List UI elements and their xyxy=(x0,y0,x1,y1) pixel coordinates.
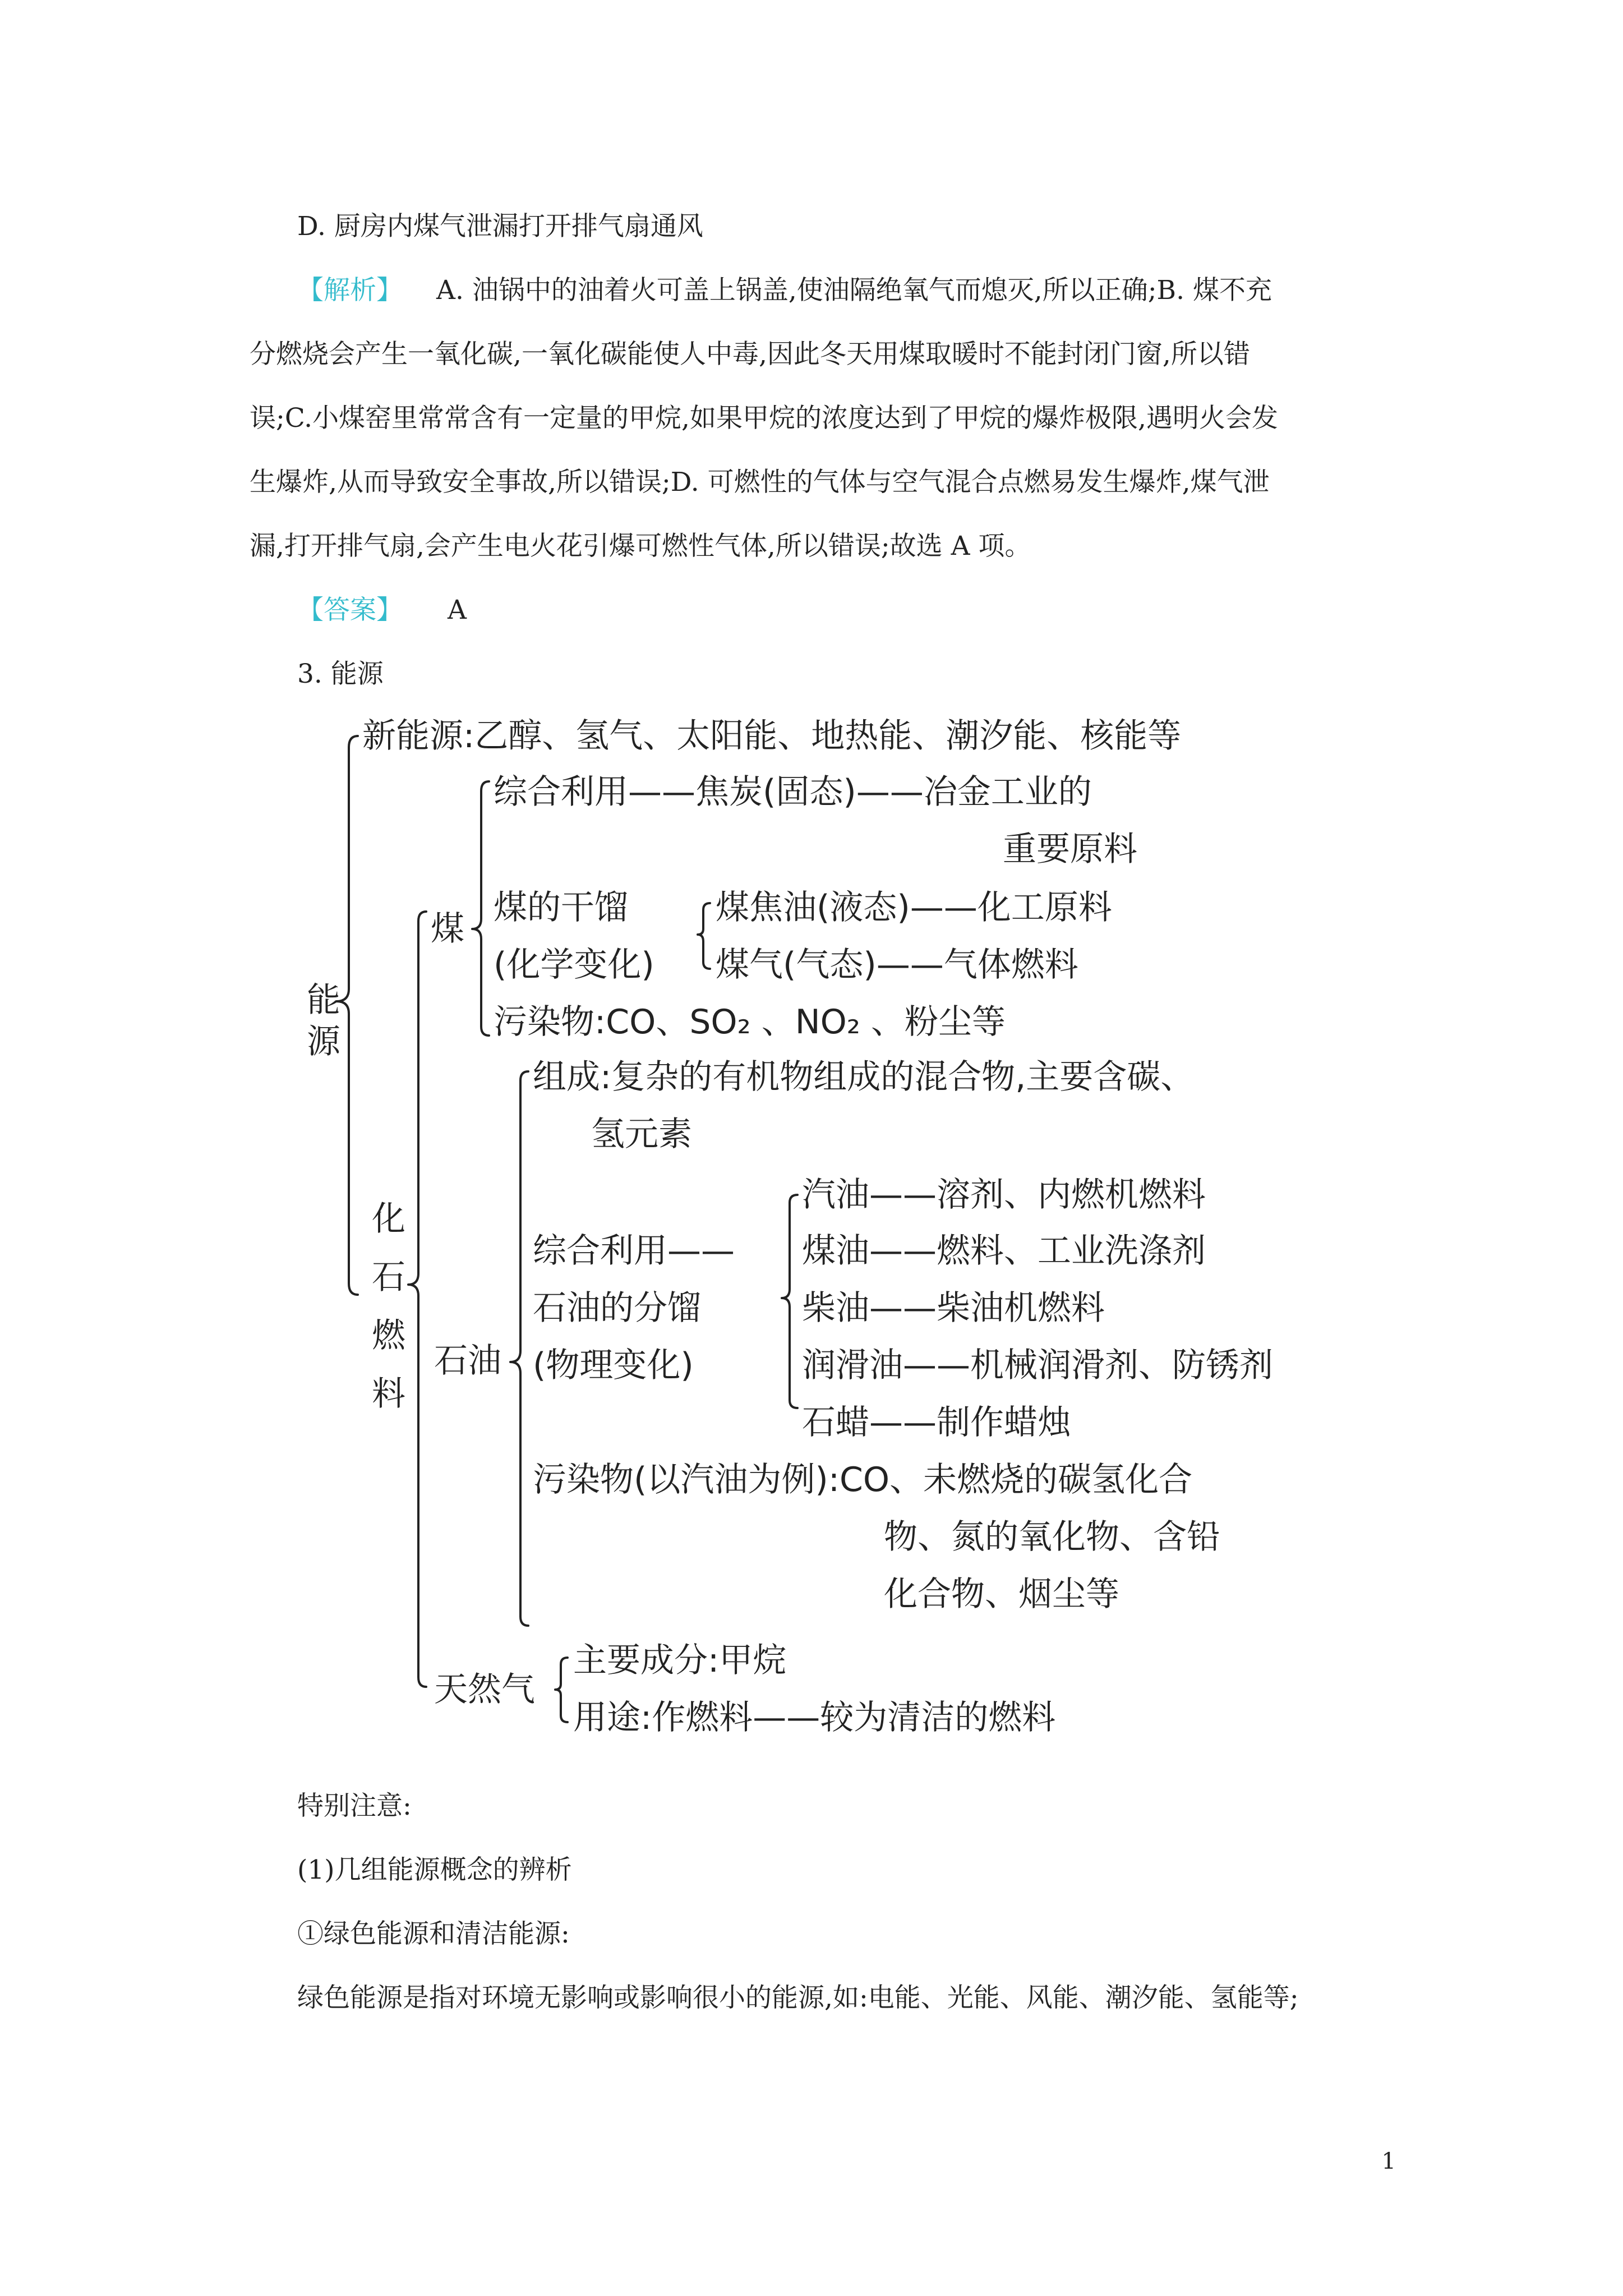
oil-composition-1: 组成:复杂的有机物组成的混合物,主要含碳、 xyxy=(533,1057,1195,1097)
coal-label: 煤 xyxy=(431,909,464,949)
coal-gas: 煤气(气态)——气体燃料 xyxy=(716,945,1078,984)
brace-coal xyxy=(472,781,489,1036)
coal-tar: 煤焦油(液态)——化工原料 xyxy=(716,888,1112,927)
oil-pollutants-2: 物、氮的氧化物、含铅 xyxy=(884,1517,1220,1557)
oil-product-lubricant: 润滑油——机械润滑剂、防锈剂 xyxy=(802,1346,1273,1385)
coal-pollutants: 污染物:CO、SO₂ 、NO₂ 、粉尘等 xyxy=(494,1002,1006,1042)
note-heading: 特别注意: xyxy=(297,1791,412,1821)
oil-pollutants-1: 污染物(以汽油为例):CO、未燃烧的碳氢化合 xyxy=(533,1460,1193,1499)
coal-distill-1: 煤的干馏 xyxy=(494,888,628,927)
natural-gas-main: 主要成分:甲烷 xyxy=(573,1641,787,1680)
analysis-tag: 【解析】 xyxy=(297,275,403,306)
oil-product-paraffin: 石蜡——制作蜡烛 xyxy=(802,1403,1071,1442)
answer-value: A xyxy=(448,595,467,625)
oil-use-1: 综合利用—— xyxy=(533,1231,735,1271)
coal-distill-2: (化学变化) xyxy=(494,945,654,984)
page-number: 1 xyxy=(1381,2148,1396,2174)
coal-use-1: 综合利用——焦炭(固态)——冶金工业的 xyxy=(494,772,1092,812)
analysis-line-4: 生爆炸,从而导致安全事故,所以错误;D. 可燃性的气体与空气混合点燃易发生爆炸,煤气泄 xyxy=(250,467,1270,498)
oil-use-2: 石油的分馏 xyxy=(533,1289,701,1328)
brace-coal-distill xyxy=(698,903,710,969)
natural-gas-use: 用途:作燃料——较为清洁的燃料 xyxy=(573,1698,1056,1737)
oil-product-gasoline: 汽油——溶剂、内燃机燃料 xyxy=(802,1175,1206,1214)
analysis-text-1: A. 油锅中的油着火可盖上锅盖,使油隔绝氧气而熄灭,所以正确;B. 煤不充 xyxy=(436,275,1272,306)
oil-label: 石油 xyxy=(434,1341,501,1381)
note-text: 绿色能源是指对环境无影响或影响很小的能源,如:电能、光能、风能、潮汐能、氢能等; xyxy=(297,1982,1299,2013)
analysis-line-1 xyxy=(297,275,1272,306)
answer-line xyxy=(297,597,467,623)
oil-composition-2: 氢元素 xyxy=(591,1115,692,1154)
new-energy: 新能源:乙醇、氢气、太阳能、地热能、潮汐能、核能等 xyxy=(362,716,1182,756)
energy-classification-tree xyxy=(297,712,1340,1778)
note-item-2: ①绿色能源和清洁能源: xyxy=(297,1918,570,1949)
analysis-line-2: 分燃烧会产生一氧化碳,一氧化碳能使人中毒,因此冬天用煤取暖时不能封闭门窗,所以错 xyxy=(250,339,1250,370)
brace-fossil xyxy=(408,912,426,1687)
natural-gas-label: 天然气 xyxy=(434,1670,535,1709)
oil-product-kerosene: 煤油——燃料、工业洗涤剂 xyxy=(802,1231,1206,1271)
brace-oil xyxy=(510,1071,528,1626)
coal-use-2: 重要原料 xyxy=(1003,830,1137,869)
note-item-1: (1)几组能源概念的辨析 xyxy=(297,1855,572,1885)
oil-product-diesel: 柴油——柴油机燃料 xyxy=(802,1289,1105,1328)
oil-pollutants-3: 化合物、烟尘等 xyxy=(884,1575,1119,1614)
analysis-line-5: 漏,打开排气扇,会产生电火花引爆可燃性气体,所以错误;故选 A 项。 xyxy=(250,531,1031,562)
option-d: D. 厨房内煤气泄漏打开排气扇通风 xyxy=(297,211,703,242)
oil-use-3: (物理变化) xyxy=(533,1346,694,1385)
fossil-fuel-label: 化石燃料 xyxy=(366,1200,405,1434)
brace-natural-gas xyxy=(555,1658,568,1722)
analysis-line-3: 误;C.小煤窑里常常含有一定量的甲烷,如果甲烷的浓度达到了甲烷的爆炸极限,遇明火会发 xyxy=(250,403,1278,434)
brace-oil-products xyxy=(782,1195,797,1408)
section-heading: 3. 能源 xyxy=(297,659,384,689)
root-label: 能源 xyxy=(301,982,340,1065)
answer-tag: 【答案】 xyxy=(297,595,403,625)
